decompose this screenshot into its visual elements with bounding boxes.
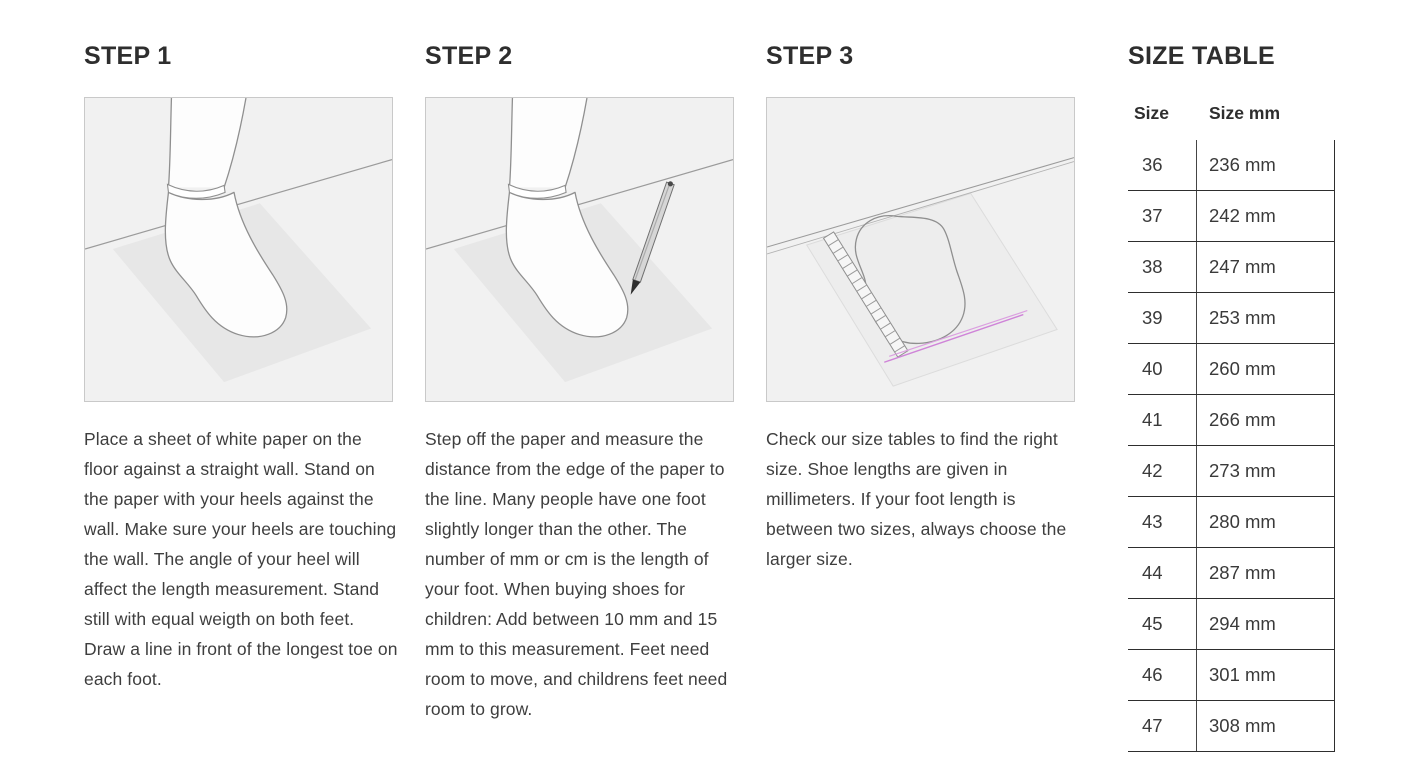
size-table-grid	[1128, 140, 1335, 752]
table-row: 46 301 mm	[1128, 650, 1335, 701]
size-table-header	[1128, 103, 1335, 124]
foot-on-paper-illustration	[85, 98, 392, 401]
step-3-section	[766, 42, 1081, 772]
table-row: 38 247 mm	[1128, 242, 1335, 293]
step-1-illustration	[84, 97, 393, 402]
table-row: 44 287 mm	[1128, 548, 1335, 599]
size-table-title: SIZE TABLE	[1128, 42, 1275, 70]
step-2-description: Step off the paper and measure the distance from the edge of the paper to the line. Many people have one foot slightly longer than the other. The number of mm or cm is the length of your foot. When buying shoes for children: Add between 10 mm and 15 mm to this measurement. Feet need room to move, and childrens feet need room to grow.	[425, 429, 728, 719]
step-2-section	[425, 42, 740, 772]
step-2-title: STEP 2	[425, 42, 513, 70]
step-1-section	[84, 42, 399, 772]
table-row: 37 242 mm	[1128, 191, 1335, 242]
table-row: 41 266 mm	[1128, 395, 1335, 446]
table-row: 36 236 mm	[1128, 140, 1335, 191]
pencil-marking-illustration	[426, 98, 733, 401]
table-row: 40 260 mm	[1128, 344, 1335, 395]
table-row: 47 308 mm	[1128, 701, 1335, 752]
size-table-section	[1128, 42, 1348, 772]
step-3-illustration	[766, 97, 1075, 402]
step-2-illustration	[425, 97, 734, 402]
table-row: 45 294 mm	[1128, 599, 1335, 650]
size-column-header: Size	[1134, 103, 1170, 123]
table-row: 42 273 mm	[1128, 446, 1335, 497]
size-mm-column-header: Size mm	[1209, 103, 1280, 123]
step-3-title: STEP 3	[766, 42, 854, 70]
step-1-title: STEP 1	[84, 42, 172, 70]
table-row: 43 280 mm	[1128, 497, 1335, 548]
step-1-description: Place a sheet of white paper on the floor against a straight wall. Stand on the paper with your heels against the wall. Make sure your heels are touching the wall. The angle of your heel will affect the length measurement. Stand still with equal weigth on both feet. Draw a line in front of the longest toe on each foot.	[84, 429, 398, 689]
foot-outline-illustration	[767, 98, 1074, 401]
step-3-description: Check our size tables to find the right size. Shoe lengths are given in millimeters. If your foot length is between two sizes, always choose the larger size.	[766, 429, 1067, 569]
table-row: 39 253 mm	[1128, 293, 1335, 344]
